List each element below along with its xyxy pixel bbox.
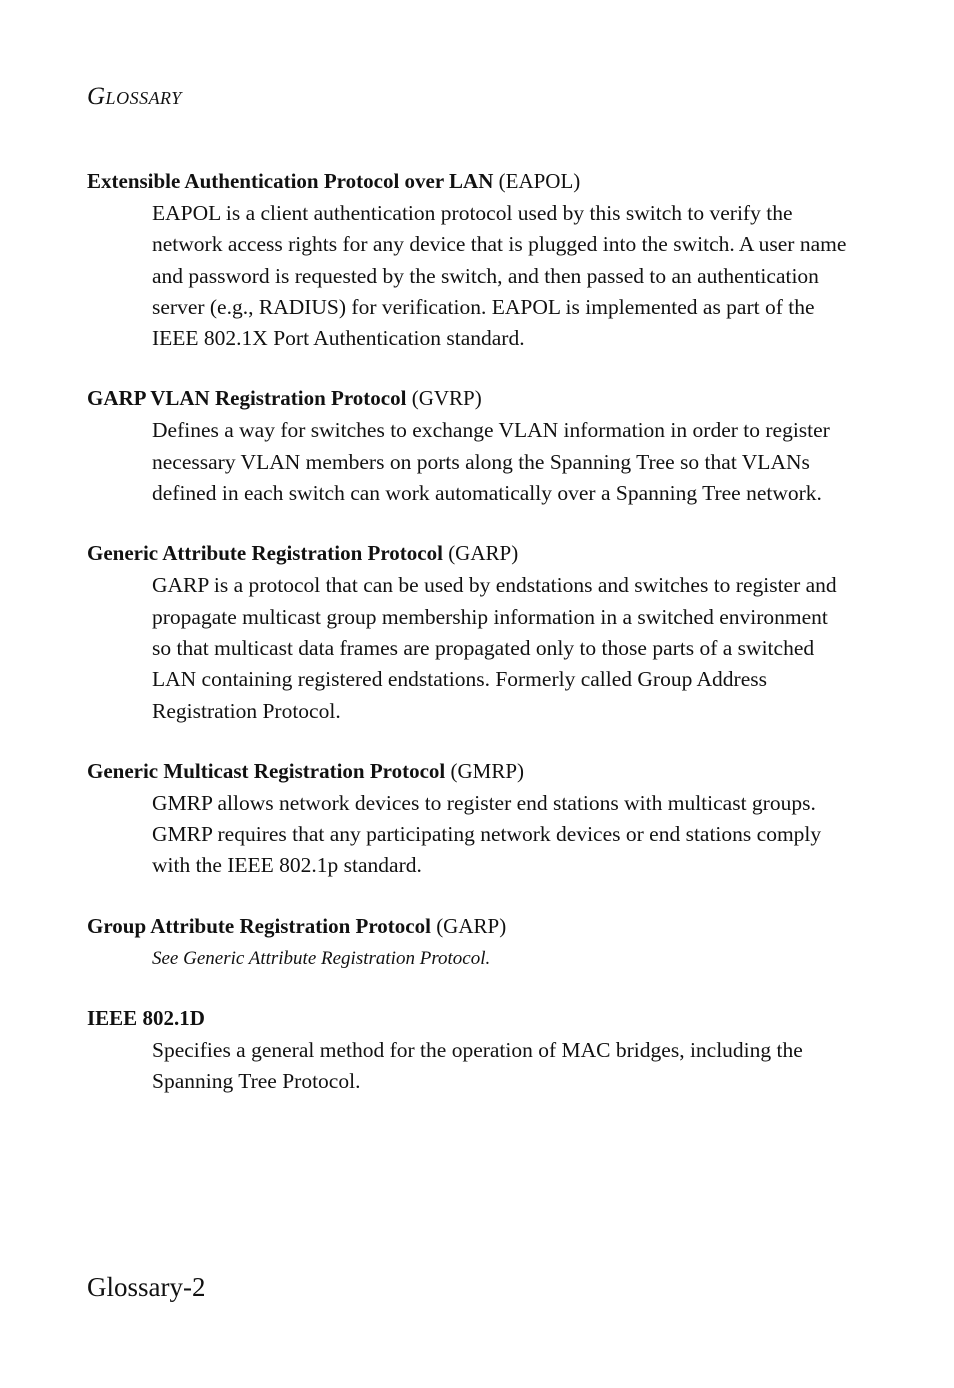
glossary-term: [87, 1003, 857, 1034]
term-definition: EAPOL is a client authentication protocol used by this switch to verify the network access rights for any device that is plugged into the switch. A user name and password is requested by the switch, and then passed to an authentication server (e.g., RADIUS) for verification. EAPOL is implemented as part of the IEEE 802.1X Port Authentication standard.: [152, 201, 847, 351]
glossary-term: [87, 538, 857, 569]
term-name: GARP VLAN Registration Protocol: [87, 386, 407, 411]
term-name: Extensible Authentication Protocol over LAN: [87, 169, 494, 193]
term-definition: GMRP allows network devices to register end stations with multicast groups. GMRP requires that any participating network devices or end stations comply with the IEEE 802.1p standard.: [152, 790, 822, 878]
term-definition: GARP is a protocol that can be used by endstations and switches to register and propagate multicast group membership information in a switched environment so that multicast data frames are propagated only to those parts of a switched LAN containing registered endstations. Formerly called Group Address Registration Protocol.: [152, 573, 837, 723]
term-name: Group Attribute Registration Protocol: [87, 913, 431, 938]
term-abbreviation: (GARP): [448, 541, 519, 566]
term-name: Generic Multicast Registration Protocol: [87, 758, 446, 783]
glossary-term: [87, 166, 857, 197]
term-abbreviation: (GVRP): [411, 386, 482, 411]
term-definition: Specifies a general method for the operation of MAC bridges, including the Spanning Tree Protocol.: [152, 1038, 803, 1094]
term-abbreviation: (EAPOL): [498, 169, 581, 193]
page-number: Glossary-2: [87, 1272, 206, 1302]
term-definition: Defines a way for switches to exchange VLAN information in order to register necessary VLAN members on ports along the Spanning Tree so that VLANs defined in each switch can work automatically over a Spanning Tree network.: [152, 418, 830, 506]
glossary-entries: [87, 166, 857, 1098]
glossary-entry: [87, 383, 857, 509]
term-name: Generic Attribute Registration Protocol: [87, 541, 443, 566]
glossary-term: [87, 383, 857, 414]
term-name: IEEE 802.1D: [87, 1006, 205, 1031]
cross-reference: See Generic Attribute Registration Protocol.: [152, 947, 491, 969]
glossary-entry: [87, 756, 857, 882]
glossary-entry: [87, 538, 857, 726]
glossary-entry: [87, 1003, 857, 1098]
glossary-entry: [87, 911, 857, 974]
term-abbreviation: (GARP): [436, 913, 507, 938]
term-abbreviation: (GMRP): [450, 758, 525, 783]
glossary-term: [87, 911, 857, 942]
glossary-term: [87, 756, 857, 787]
running-head: Glossary: [87, 83, 182, 110]
glossary-entry: [87, 166, 857, 354]
